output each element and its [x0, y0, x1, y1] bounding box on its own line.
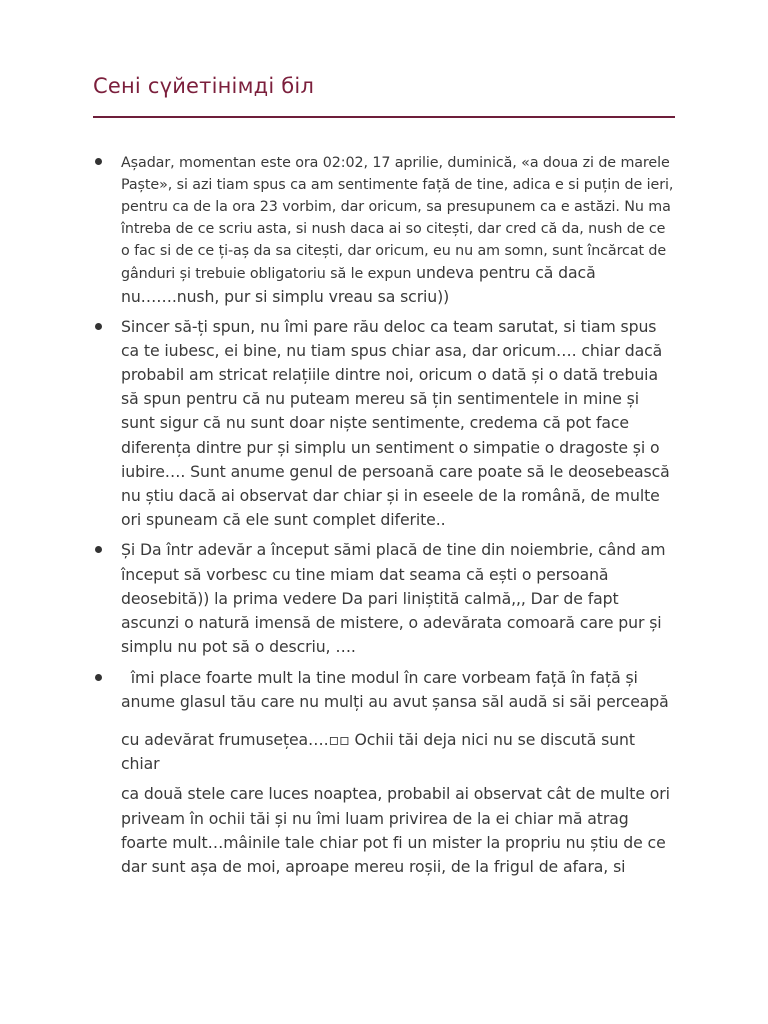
list-item [93, 315, 677, 533]
bullet-icon [95, 674, 102, 681]
title-underline-divider [93, 116, 675, 118]
list-item [93, 666, 677, 714]
list-item [93, 538, 677, 659]
paragraph-text-main: Așadar, momentan este ora 02:02, 17 aprilie, duminică, «a doua zi de marele Paște», si azi tiam spus ca am sentimente față de tine, adica e si puțin de ieri, pentru ca de la ora 23 vorbim, dar oricum, sa presupunem ca e astăzi. Nu ma întreba de ce scriu asta, si nush daca ai so citești, dar cred că da, nush de ce o fac si de ce ți-aș da sa citești, dar oricum, eu nu am somn, sunt încărcat de gânduri și trebuie obligatoriu să le expun [121, 155, 674, 283]
continuation-line: cu adevărat frumusețea….▫▫ Ochii tăi deja nici nu se discută sunt chiar [121, 729, 635, 774]
bullet-list [93, 152, 677, 879]
paragraph-text: Și Da într adevăr a început sămi placă de tine din noiembrie, când am început să vorbesc cu tine miam dat seama că ești o persoană deosebită)) la prima vedere Da pari liniștită calmă,,, Dar de fapt ascunzi o natură imensă de mistere, o adevărata comoară care pur și simplu nu pot să o descriu, …. [121, 540, 666, 657]
bullet-icon [95, 158, 102, 165]
list-item [93, 152, 677, 309]
paragraph-text: Sincer să-ți spun, nu îmi pare rău deloc ca team sarutat, si tiam spus ca te iubesc, ei bine, nu tiam spus chiar asa, dar oricum…. chiar dacă probabil am stricat relațiile dintre noi, oricum o dată și o dată trebuia să spun pentru că nu puteam mereu să țin sentimentele in mine și sunt sigur că nu sunt doar niște sentimente, credema că pot face diferența dintre pur și simplu un sentiment o simpatie o dragoste și o iubire…. Sunt anume genul de persoană care poate să le deosebească nu știu dacă ai observat dar chiar și in eseele de la română, de multe ori spuneam că ele sunt complet diferite.. [121, 316, 670, 530]
continuation-paragraph: ca două stele care luces noaptea, probabil ai observat cât de multe ori priveam în ochii tăi și nu îmi luam privirea de la ei chiar mă atrag foarte mult…mâinile tale chiar pot fi un mister la propriu nu știu de ce dar sunt așa de moi, aproape mereu roșii, de la frigul de afara, si [121, 784, 670, 876]
bullet-icon [95, 546, 102, 553]
paragraph-text-tail: undeva pentru că dacă nu…….nush, pur si simplu vreau sa scriu)) [121, 263, 596, 306]
document-title: Сені сүйетінімді біл [93, 74, 315, 98]
bullet-icon [95, 323, 102, 330]
paragraph-text: îmi place foarte mult la tine modul în care vorbeam față în față și anume glasul tău care nu mulți au avut șansa săl audă si săi perceapă [121, 667, 669, 711]
continuation-block [93, 728, 677, 879]
paragraph-text [121, 152, 677, 309]
